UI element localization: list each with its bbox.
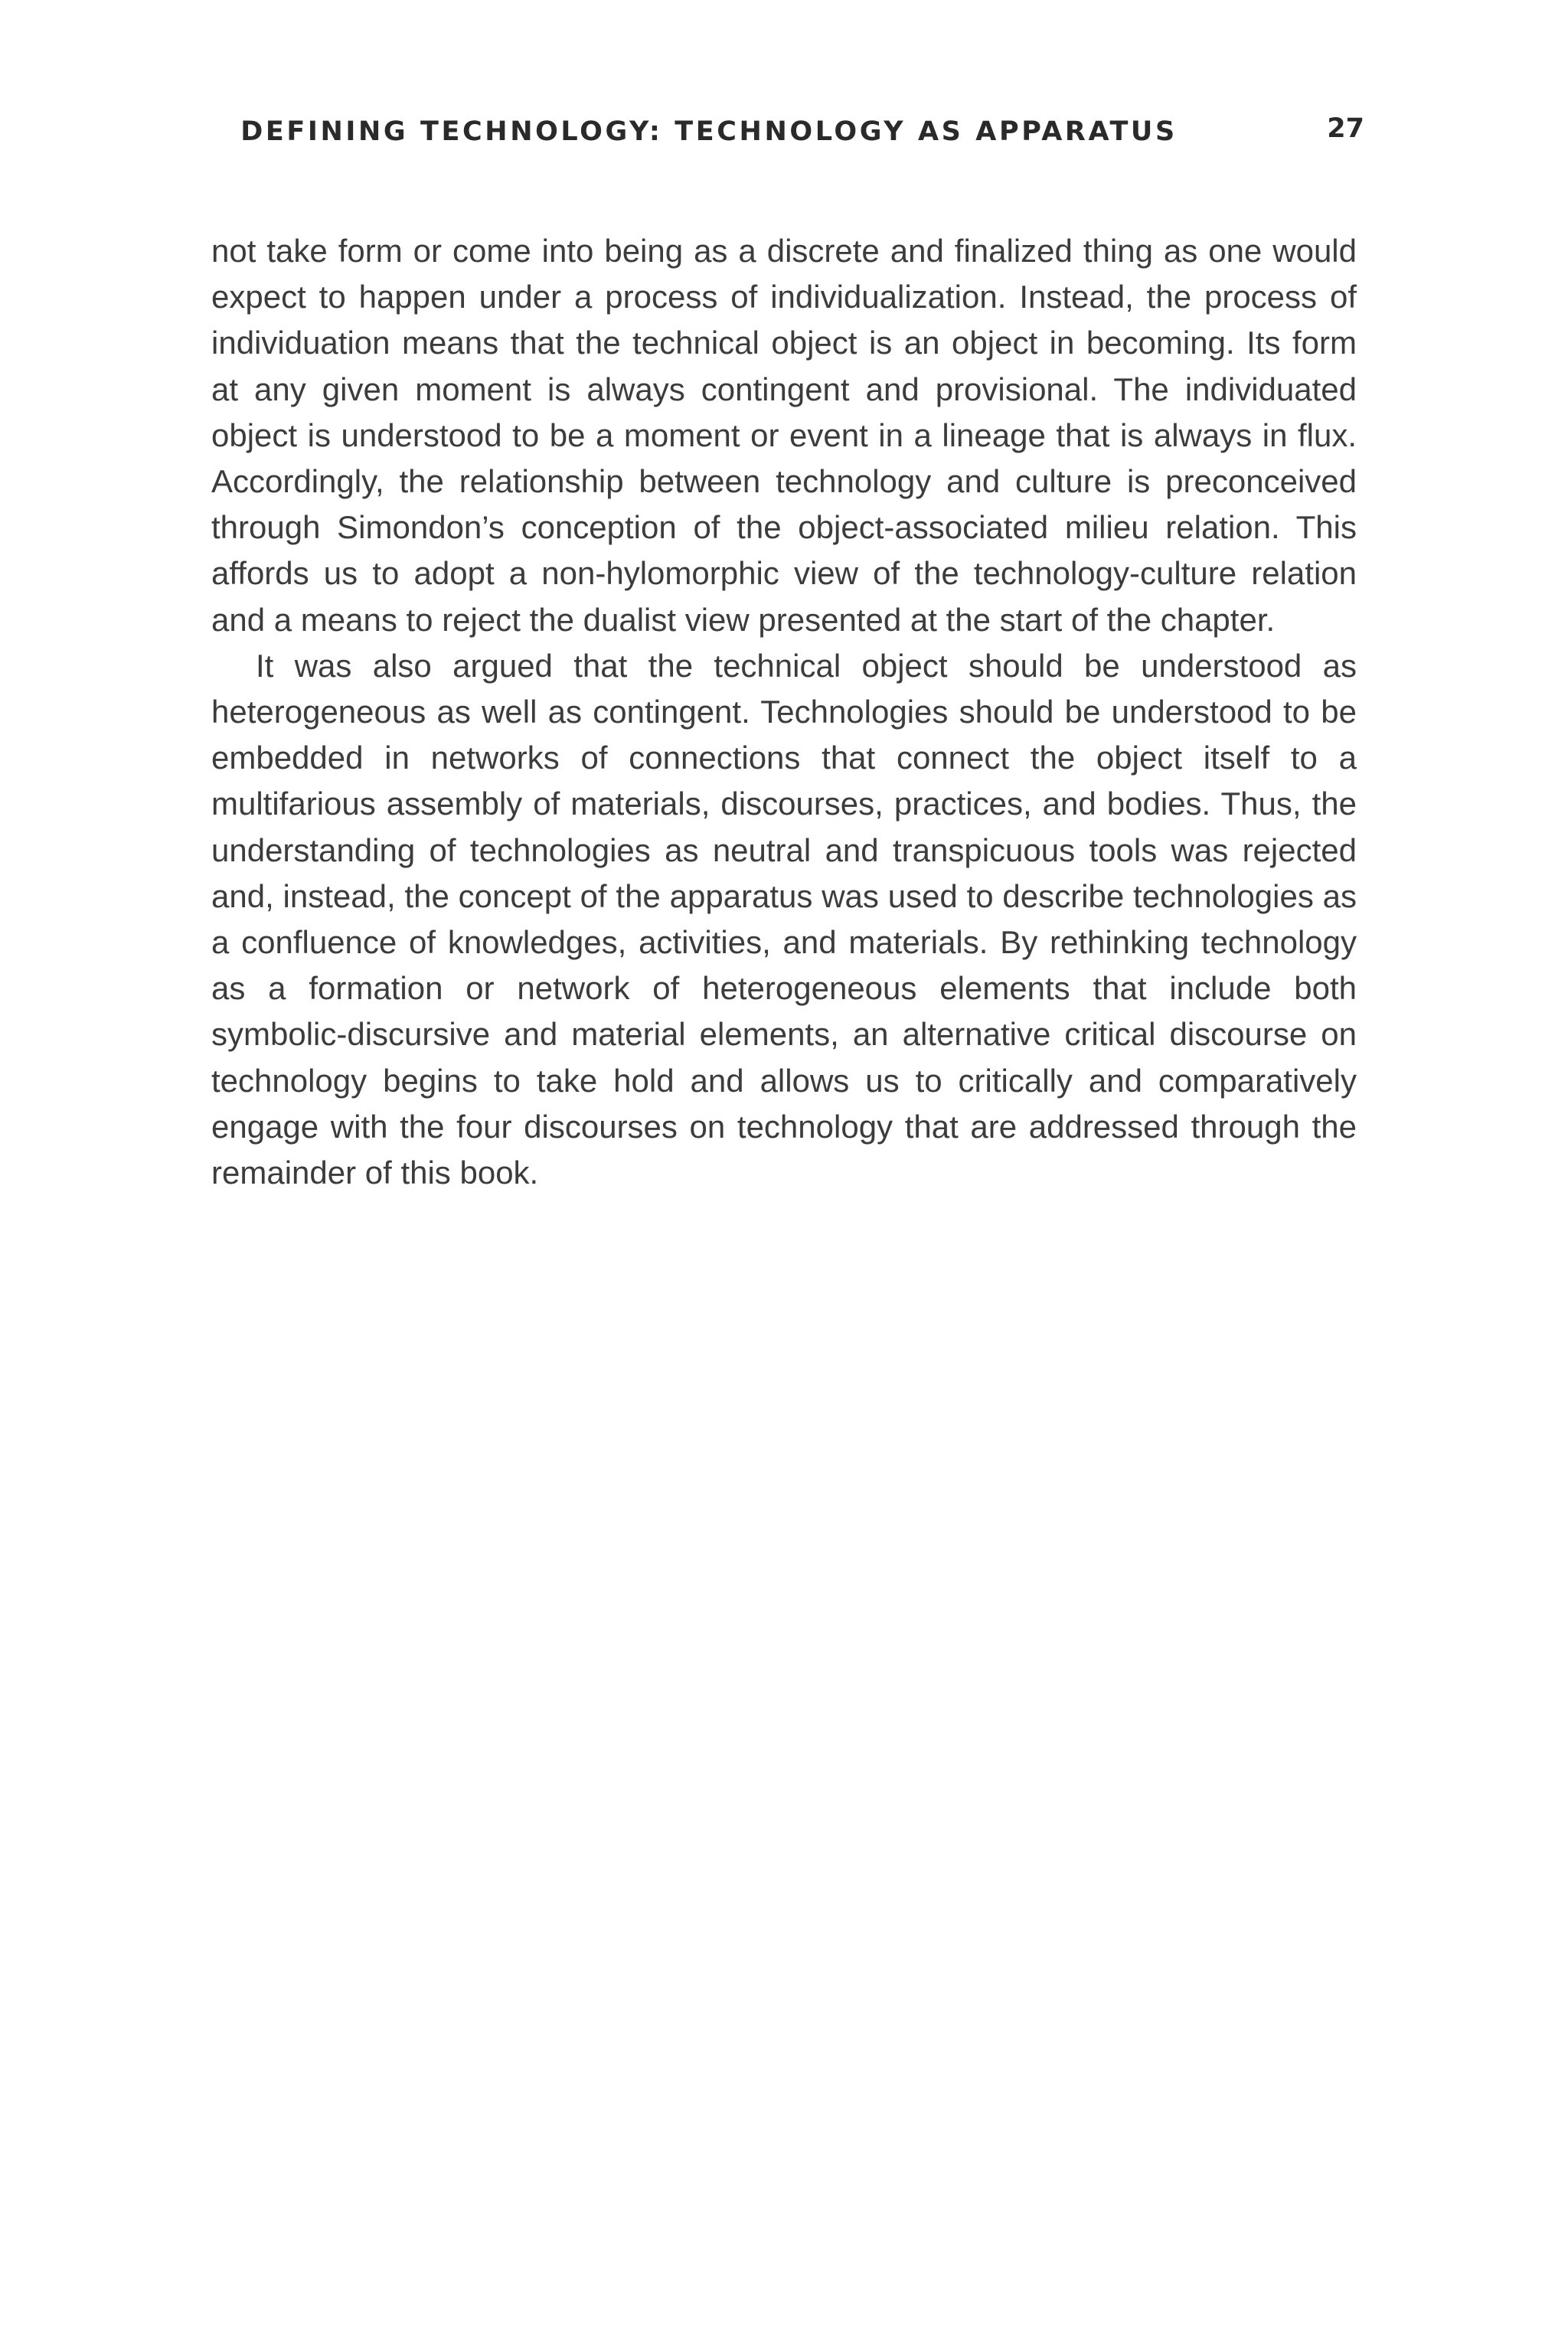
page-number: 27 (1327, 113, 1364, 144)
running-head (211, 113, 1364, 153)
running-title: DEFINING TECHNOLOGY: TECHNOLOGY AS APPARATUS (240, 116, 1178, 147)
body-text (211, 228, 1357, 1196)
paragraph: It was also argued that the technical object should be understood as heterogeneous as well as contingent. Technologies should be understood to be embedded in networks of connections that connect the object itself to a multifarious assembly of materials, discourses, practices, and bodies. Thus, the understanding of technologies as neutral and transpicuous tools was rejected and, instead, the concept of the apparatus was used to describe technologies as a confluence of knowledges, activities, and materials. By rethinking technology as a formation or network of heterogeneous elements that include both symbolic-discursive and material elements, an alternative critical discourse on technology begins to take hold and allows us to critically and comparatively engage with the four discourses on technology that are addressed through the remainder of this book. (211, 647, 1357, 1191)
paragraph-continued: not take form or come into being as a discrete and finalized thing as one would expect to happen under a process of individualization. Instead, the process of individuation means that the technical object is an object in becoming. Its form at any given moment is always contingent and provisional. The individuated object is understood to be a moment or event in a lineage that is always in flux. Accordingly, the relationship between technology and culture is preconceived through Simondon’s conception of the object-associated milieu relation. This affords us to adopt a non-hylomorphic view of the technology-culture relation and a means to reject the dualist view presented at the start of the chapter. (211, 233, 1357, 638)
